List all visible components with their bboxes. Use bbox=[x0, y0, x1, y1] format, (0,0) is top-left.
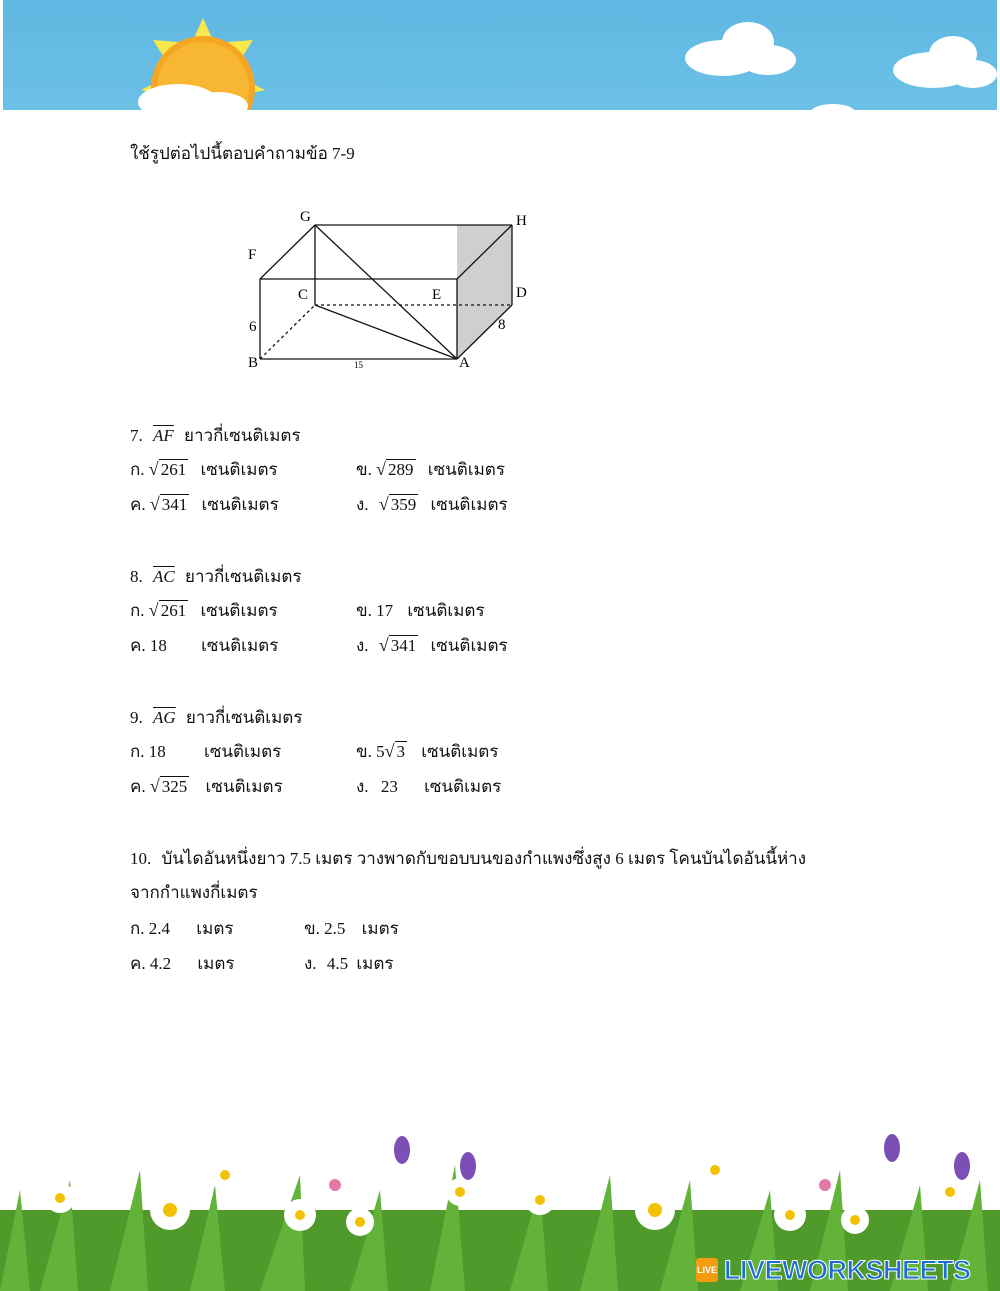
watermark-text: iStock bbox=[545, 1155, 605, 1180]
intro-text: ใช้รูปต่อไปนี้ตอบคำถามข้อ 7-9 bbox=[130, 144, 355, 163]
watermark-text: iStock bbox=[50, 1155, 110, 1180]
option-b[interactable]: ข. 17 เซนติเมตร bbox=[356, 601, 485, 620]
sky-decoration bbox=[3, 0, 997, 110]
prism-side-face bbox=[457, 225, 512, 359]
vertex-b-label: B bbox=[248, 355, 259, 371]
vertex-g-label: G bbox=[300, 209, 311, 225]
vertex-c-label: C bbox=[298, 287, 309, 303]
option-b[interactable]: ข. 2.5 เมตร bbox=[304, 919, 399, 938]
option-a[interactable]: ก. √ 261 เซนติเมตร bbox=[130, 600, 278, 620]
question-number: 10. bbox=[130, 849, 152, 868]
option-d[interactable]: ง. 23 เซนติเมตร bbox=[356, 777, 502, 796]
option-a[interactable]: ก. 18 เซนติเมตร bbox=[130, 742, 282, 761]
cloud-icon bbox=[893, 36, 997, 88]
option-a[interactable]: ก. 2.4 เมตร bbox=[130, 919, 234, 938]
brand-name: LIVEWORKSHEETS bbox=[724, 1254, 971, 1285]
prism-figure bbox=[240, 205, 540, 380]
vertex-h-label: H bbox=[516, 213, 527, 229]
segment-label: $\overline{AF}$ bbox=[153, 426, 174, 445]
option-a[interactable]: ก. √ 261 เซนติเมตร bbox=[130, 459, 278, 479]
question-text: บันไดอันหนึ่งยาว 7.5 เมตร วางพาดกับขอบบนของกำแพงซึ่งสูง 6 เมตร โคนบันไดอันนี้ห่าง bbox=[161, 849, 807, 868]
option-d[interactable]: ง. 4.5 เมตร bbox=[304, 954, 394, 973]
option-b[interactable]: ข. 5√ 3 เซนติเมตร bbox=[356, 741, 499, 761]
option-d[interactable]: ง. √ 341 เซนติเมตร bbox=[356, 635, 508, 655]
question-text: ยาวกี่เซนติเมตร bbox=[184, 567, 302, 586]
vertex-a-label: A bbox=[459, 355, 470, 371]
cloud-icon bbox=[685, 22, 796, 76]
vertex-d-label: D bbox=[516, 285, 527, 301]
question-number: 7. bbox=[130, 426, 143, 445]
option-c[interactable]: ค. 4.2 เมตร bbox=[130, 954, 235, 973]
option-c[interactable]: ค. √ 325 เซนติเมตร bbox=[130, 776, 283, 796]
option-b[interactable]: ข. √ 289 เซนติเมตร bbox=[356, 459, 505, 479]
segment-label: $\overline{AC}$ bbox=[153, 567, 175, 586]
option-c[interactable]: ค. √ 341 เซนติเมตร bbox=[130, 494, 279, 514]
option-c[interactable]: ค. 18 เซนติเมตร bbox=[130, 636, 279, 655]
vertex-e-label: E bbox=[432, 287, 442, 303]
question-text-line2: จากกำแพงกี่เมตร bbox=[130, 883, 258, 902]
length-label: 15 bbox=[354, 360, 363, 370]
depth-label: 8 bbox=[498, 317, 506, 333]
live-badge-icon: LIVE bbox=[696, 1258, 718, 1282]
height-label: 6 bbox=[249, 319, 257, 335]
clover-flower-icon bbox=[329, 1179, 831, 1191]
lavender-icon bbox=[394, 1134, 970, 1180]
question-text: ยาวกี่เซนติเมตร bbox=[184, 426, 301, 445]
vertex-f-label: F bbox=[248, 247, 257, 263]
segment-label: $\overline{AG}$ bbox=[153, 708, 176, 727]
sky-banner bbox=[3, 0, 997, 110]
question-number: 8. bbox=[130, 567, 143, 586]
question-text: ยาวกี่เซนติเมตร bbox=[185, 708, 303, 727]
liveworksheets-logo[interactable] bbox=[696, 1255, 971, 1285]
question-number: 9. bbox=[130, 708, 143, 727]
option-d[interactable]: ง. √ 359 เซนติเมตร bbox=[356, 494, 508, 514]
